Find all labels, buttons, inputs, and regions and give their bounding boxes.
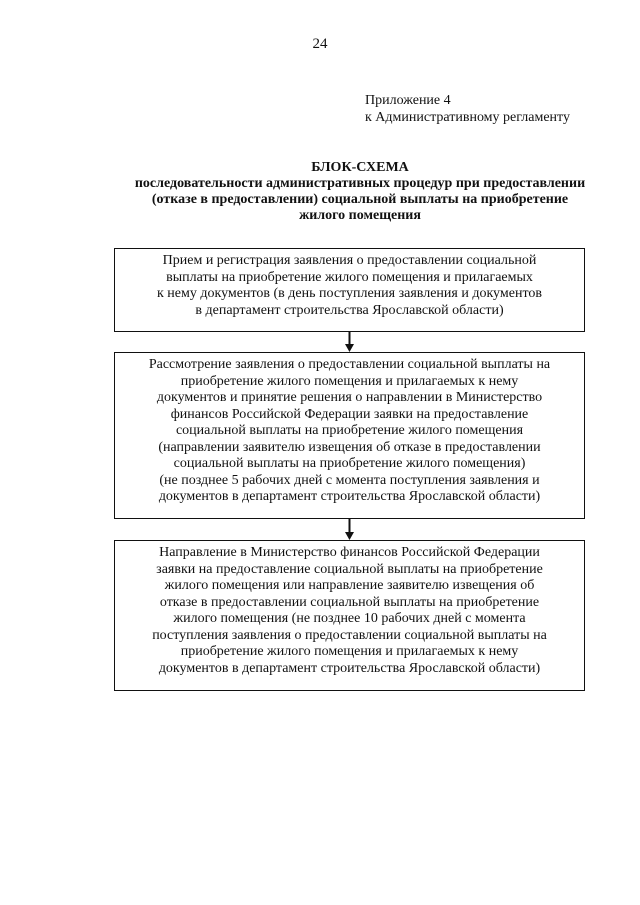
appendix-note (365, 92, 570, 126)
appendix-line-2: к Административному регламенту (365, 110, 570, 125)
flow-arrow-1 (348, 332, 351, 352)
step-1-line: в департамент строительства Ярославской области) (195, 302, 504, 318)
step-3-line: заявки на предоставление социальной выплаты на приобретение (156, 561, 543, 577)
flow-step-3 (114, 540, 585, 691)
flow-step-2 (114, 352, 585, 519)
step-3-line: приобретение жилого помещения и прилагаемых к нему (180, 644, 519, 659)
step-2-line: документов в департамент строительства Ярославской области) (158, 489, 541, 504)
page-number: 24 (312, 36, 328, 52)
step-2-line: социальной выплаты на приобретение жилого помещения) (173, 456, 526, 471)
flow-step-1 (114, 248, 585, 332)
step-3-line: жилого помещения (не позднее 10 рабочих дней с момента (173, 611, 526, 626)
step-3-line: поступления заявления о предоставлении социальной выплаты на (152, 627, 547, 643)
title-line-2: последовательности административных процедур при предоставлении (134, 176, 586, 191)
step-3-line: отказе в предоставлении социальной выплаты на приобретение (159, 594, 540, 610)
flow-arrow-2 (348, 519, 351, 540)
step-2-line: приобретение жилого помещения и прилагаемых к нему (180, 373, 519, 389)
step-1-line: к нему документов (в день поступления заявления и документов (157, 286, 542, 301)
document-title (80, 160, 640, 224)
title-line-4: жилого помещения (299, 208, 421, 223)
title-line-1: БЛОК-СХЕМА (311, 160, 409, 175)
step-1-line: Прием и регистрация заявления о предоставлении социальной (162, 253, 537, 268)
step-2-line: (направлении заявителю извещения об отказе в предоставлении (158, 439, 541, 455)
step-2-line: документов и принятие решения о направлении в Министерство (156, 390, 543, 405)
step-3-line: жилого помещения или направление заявителю извещения об (164, 578, 535, 593)
step-2-line: Рассмотрение заявления о предоставлении социальной выплаты на (148, 357, 551, 372)
step-1-line: выплаты на приобретение жилого помещения и прилагаемых (166, 269, 533, 285)
step-2-line: (не позднее 5 рабочих дней с момента поступления заявления и (159, 472, 540, 488)
step-3-line: документов в департамент строительства Ярославской области) (158, 660, 541, 676)
appendix-line-1: Приложение 4 (365, 93, 451, 108)
step-2-line: социальной выплаты на приобретение жилого помещения (175, 423, 524, 438)
title-line-3: (отказе в предоставлении) социальной выплаты на приобретение (151, 192, 569, 207)
step-3-line: Направление в Министерство финансов Российской Федерации (159, 545, 540, 560)
step-2-line: финансов Российской Федерации заявки на предоставление (170, 406, 529, 422)
